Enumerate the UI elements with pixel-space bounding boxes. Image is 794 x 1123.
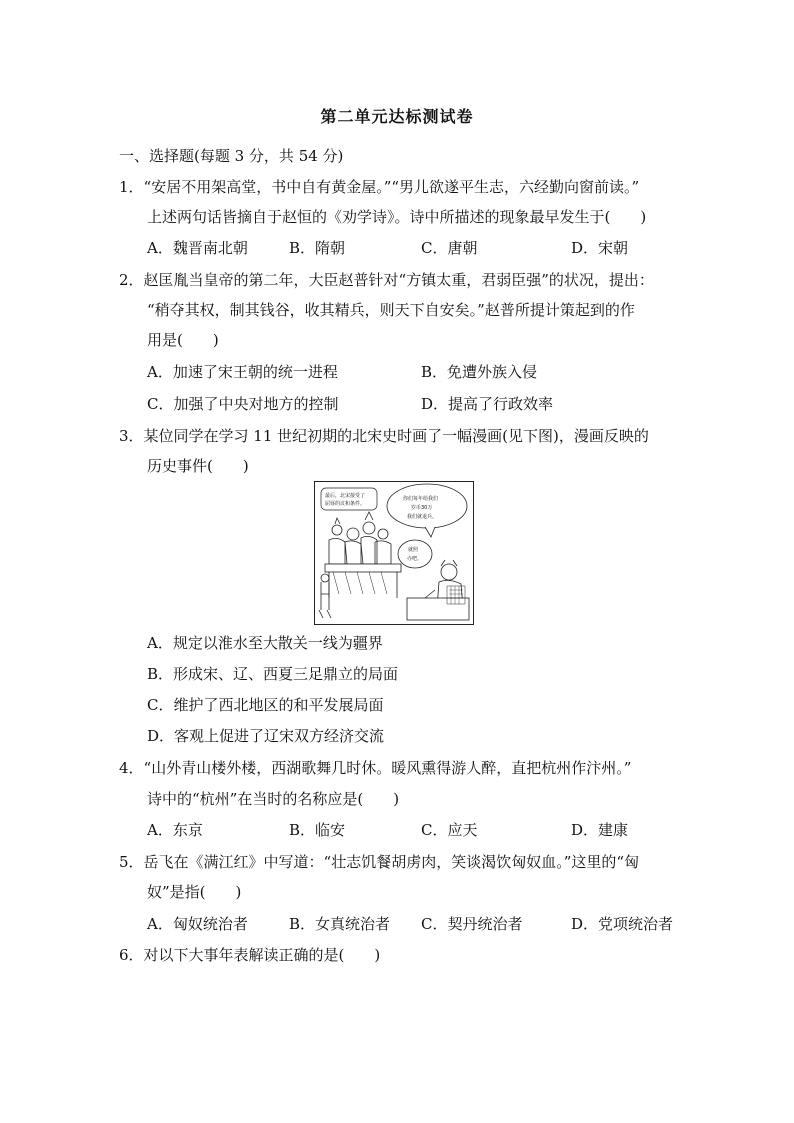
question-4-option-b: B．临安 [289, 821, 346, 839]
right-bottom-speech-bubble [398, 540, 432, 568]
question-1-option-d: D．宋朝 [571, 239, 629, 257]
question-5-option-d: D．党项统治者 [571, 915, 674, 933]
question-1-line-2: 上述两句话皆摘自于赵恒的《劝学诗》。诗中所描述的现象最早发生于( ) [147, 208, 647, 226]
question-4-option-a: A．东京 [147, 821, 203, 839]
question-1-option-b: B．隋朝 [289, 239, 346, 257]
question-1-line-1: 1．“安居不用架高堂，书中自有黄金屋。”“男儿欲遂平生志，六经勤向窗前读。” [119, 178, 640, 196]
page-title: 第二单元达标测试卷 [320, 107, 474, 126]
right-small-bubble-line-1: 就照 [408, 547, 419, 553]
question-2-option-a: A．加速了宋王朝的统一进程 [147, 363, 338, 381]
question-5-line-1: 5．岳飞在《满江红》中写道：“壮志饥餐胡虏肉，笑谈渴饮匈奴血。”这里的“匈 [119, 853, 640, 871]
question-3-option-d: D．客观上促进了辽宋双方经济交流 [147, 727, 385, 745]
question-5-option-b: B．女真统治者 [289, 915, 391, 933]
question-2-line-1: 2．赵匡胤当皇帝的第二年，大臣赵普针对“方镇太重，君弱臣强”的状况，提出： [119, 271, 654, 289]
right-bubble-line-2: 岁币30万 [411, 505, 433, 511]
song-officials-figures [319, 512, 401, 618]
cartoon-illustration [314, 481, 474, 625]
left-bubble-line-2: 屈辱的议和条件。 [325, 501, 366, 507]
section-heading: 一、选择题(每题 3 分，共 54 分) [119, 147, 344, 165]
question-2-option-d: D．提高了行政效率 [421, 395, 554, 413]
question-2-option-c: C．加强了中央对地方的控制 [147, 395, 339, 413]
question-1-option-c: C．唐朝 [421, 239, 478, 257]
question-2-line-2: “稍夺其权，制其钱谷，收其精兵，则天下自安矣。”赵普所提计策起到的作 [147, 301, 635, 319]
question-5-option-c: C．契丹统治者 [421, 915, 523, 933]
left-bubble-line-1: 最后，北宋接受了 [325, 493, 366, 499]
question-2-option-b: B．免遭外族入侵 [421, 363, 538, 381]
right-bubble-line-3: 我们就退兵。 [407, 514, 438, 520]
liao-envoy-figure [407, 560, 469, 620]
question-6-line-1: 6．对以下大事年表解读正确的是( ) [119, 946, 381, 964]
question-3-line-2: 历史事件( ) [147, 457, 249, 475]
right-bubble-line-1: 你们每年给我们 [403, 496, 439, 502]
question-4-option-d: D．建康 [571, 821, 629, 839]
question-4-option-c: C．应天 [421, 821, 478, 839]
question-4-line-2: 诗中的“杭州”在当时的名称应是( ) [147, 790, 400, 808]
question-3-option-b: B．形成宋、辽、西夏三足鼎立的局面 [147, 665, 399, 683]
question-5-option-a: A．匈奴统治者 [147, 915, 248, 933]
question-1-option-a: A．魏晋南北朝 [147, 239, 248, 257]
question-2-line-3: 用是( ) [147, 331, 219, 349]
question-5-line-2: 奴”是指( ) [147, 883, 242, 901]
question-3-line-1: 3．某位同学在学习 11 世纪初期的北宋史时画了一幅漫画(见下图)，漫画反映的 [119, 427, 649, 445]
question-3-option-a: A．规定以淮水至大散关一线为疆界 [147, 634, 383, 652]
question-4-line-1: 4．“山外青山楼外楼，西湖歌舞几时休。暖风熏得游人醉，直把杭州作汴州。” [119, 759, 632, 777]
right-small-bubble-line-2: 办吧。 [407, 556, 423, 562]
question-3-option-c: C．维护了西北地区的和平发展局面 [147, 696, 384, 714]
